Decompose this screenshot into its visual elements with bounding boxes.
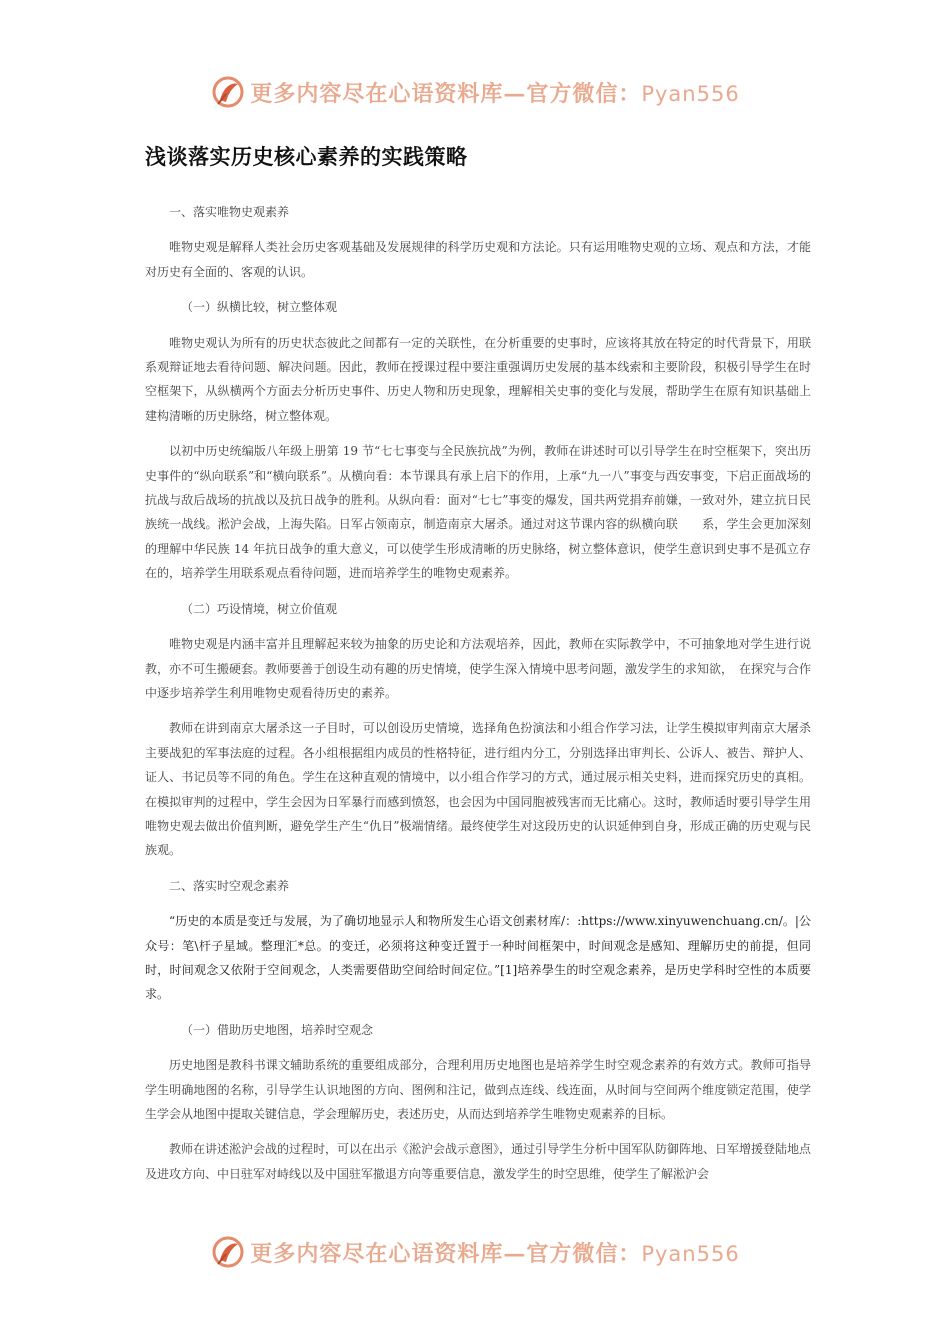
brand-logo-icon [210,1234,246,1270]
subsection-heading: （一）纵横比较，树立整体观 [181,300,338,315]
body-paragraph: 唯物史观是解释人类社会历史客观基础及发展规律的科学历史观和方法论。只有运用唯物史观的立场、观点和方法，才能对历史有全面的、客观的认识。 [145,240,811,279]
wechat-id: Pyan556 [641,81,740,106]
wechat-id: Pyan556 [641,1241,740,1266]
subsection-heading: （二）巧设情境，树立价值观 [181,601,338,616]
body-paragraph: 以初中历史统编版八年级上册第 19 节“七七事变与全民族抗战”为例，教师在讲述时可以引导学生在时空框架下，突出历史事件的“纵向联系”和“横向联系”。从横向看：本节课具有承上启下的作用，上承“九一八”事变与西安事变，下启正面战场的抗战与敌后战场的抗战以及抗日战争的胜利。从纵向看：面对“七七”事变的爆发，国共两党捐弃前嫌，一致对外，建立抗日民族统一战线。淞沪会战，上海失陷。日军占领南京，制造南京大屠杀。通过对这节课内容的纵横向联 系，学生会更加深刻的理解中华民族 14 年抗日战争的重大意义，可以使学生形成清晰的历史脉络，树立整体意识，使学生意识到史事不是孤立存在的，培养学生用联系观点看待问题，进而培养学生的唯物史观素养。 [145,444,811,581]
banner-text: 更多内容尽在心语资料库—官方微信：Pyan556 [250,80,740,107]
body-paragraph: 唯物史观认为所有的历史状态彼此之间都有一定的关联性，在分析重要的史事时，应该将其放在特定的时代背景下，用联系观辩证地去看待问题、解决问题。因此，教师在授课过程中要注重强调历史发展的基本线索和主要阶段，积极引导学生在时空框架下，从纵横两个方面去分析历史事件、历史人物和历史现象，理解相关史事的变化与发展，帮助学生在原有知识基础上建构清晰的历史脉络，树立整体观。 [145,335,811,423]
section-heading: 一、落实唯物史观素养 [169,205,290,219]
quote-paragraph: “历史的本质是变迁与发展，为了确切地显示人和物所发生心语文创素材库/：:https://www.xinyuwenchuang.cn/。|公众号：笔\杆子星域。整理汇*总。的变迁，必须将这种变迁置于一种时间框架中，时间观念是感知、理解历史的前提，但同时，时间观念又依附于空间观念，人类需要借助空间给时间定位。”[1]培养學生的时空观念素养，是历史学科时空性的本质要求。 [145,914,811,1002]
body-paragraph: 教师在讲到南京大屠杀这一子目时，可以创设历史情境，选择角色扮演法和小组合作学习法，让学生模拟审判南京大屠杀主要战犯的军事法庭的过程。各小组根据组内成员的性格特征，进行组内分工，分别选择出审判长、公诉人、被告、辩护人、证人、书记员等不同的角色。学生在这种直观的情境中，以小组合作学习的方式，通过展示相关史料，进而探究历史的真相。在模拟审判的过程中，学生会因为日军暴行而感到愤怒，也会因为中国同胞被残害而无比痛心。这时，教师适时要引导学生用唯物史观去做出价值判断，避免学生产生“仇日”极端情绪。最终使学生对这段历史的认识延伸到自身，形成正确的历史观与民族观。 [145,721,811,858]
banner-text: 更多内容尽在心语资料库—官方微信：Pyan556 [250,1240,740,1267]
body-paragraph: 教师在讲述淞沪会战的过程时，可以在出示《淞沪会战示意图》，通过引导学生分析中国军队防御阵地、日军增援登陆地点及进攻方向、中日驻军对峙线以及中国驻军撤退方向等重要信息，激发学生的时空思维，使学生了解淞沪会 [145,1142,812,1181]
body-paragraph: 历史地图是教科书课文辅助系统的重要组成部分，合理利用历史地图也是培养学生时空观念素养的有效方式。教师可指导学生明确地图的名称，引导学生认识地图的方向、图例和注记，做到点连线、线连面，从时间与空间两个维度锁定范围，使学生学会从地图中提取关键信息，学会理解历史，表述历史，从而达到培养学生唯物史观素养的目标。 [145,1058,811,1121]
subsection-heading: （一）借助历史地图，培养时空观念 [181,1022,374,1037]
document-body [145,200,811,1197]
brand-logo-icon [210,74,246,110]
section-heading: 二、落实时空观念素养 [169,878,290,893]
footer-banner [0,1230,950,1274]
document-title: 浅谈落实历史核心素养的实践策略 [145,145,468,169]
header-banner [0,70,950,114]
body-paragraph: 唯物史观是内涵丰富并且理解起来较为抽象的历史论和方法观培养，因此，教师在实际教学中，不可抽象地对学生进行说教，亦不可生搬硬套。教师要善于创设生动有趣的历史情境，使学生深入情境中思考问题，激发学生的求知欲， 在探究与合作中逐步培养学生利用唯物史观看待历史的素养。 [145,637,812,700]
